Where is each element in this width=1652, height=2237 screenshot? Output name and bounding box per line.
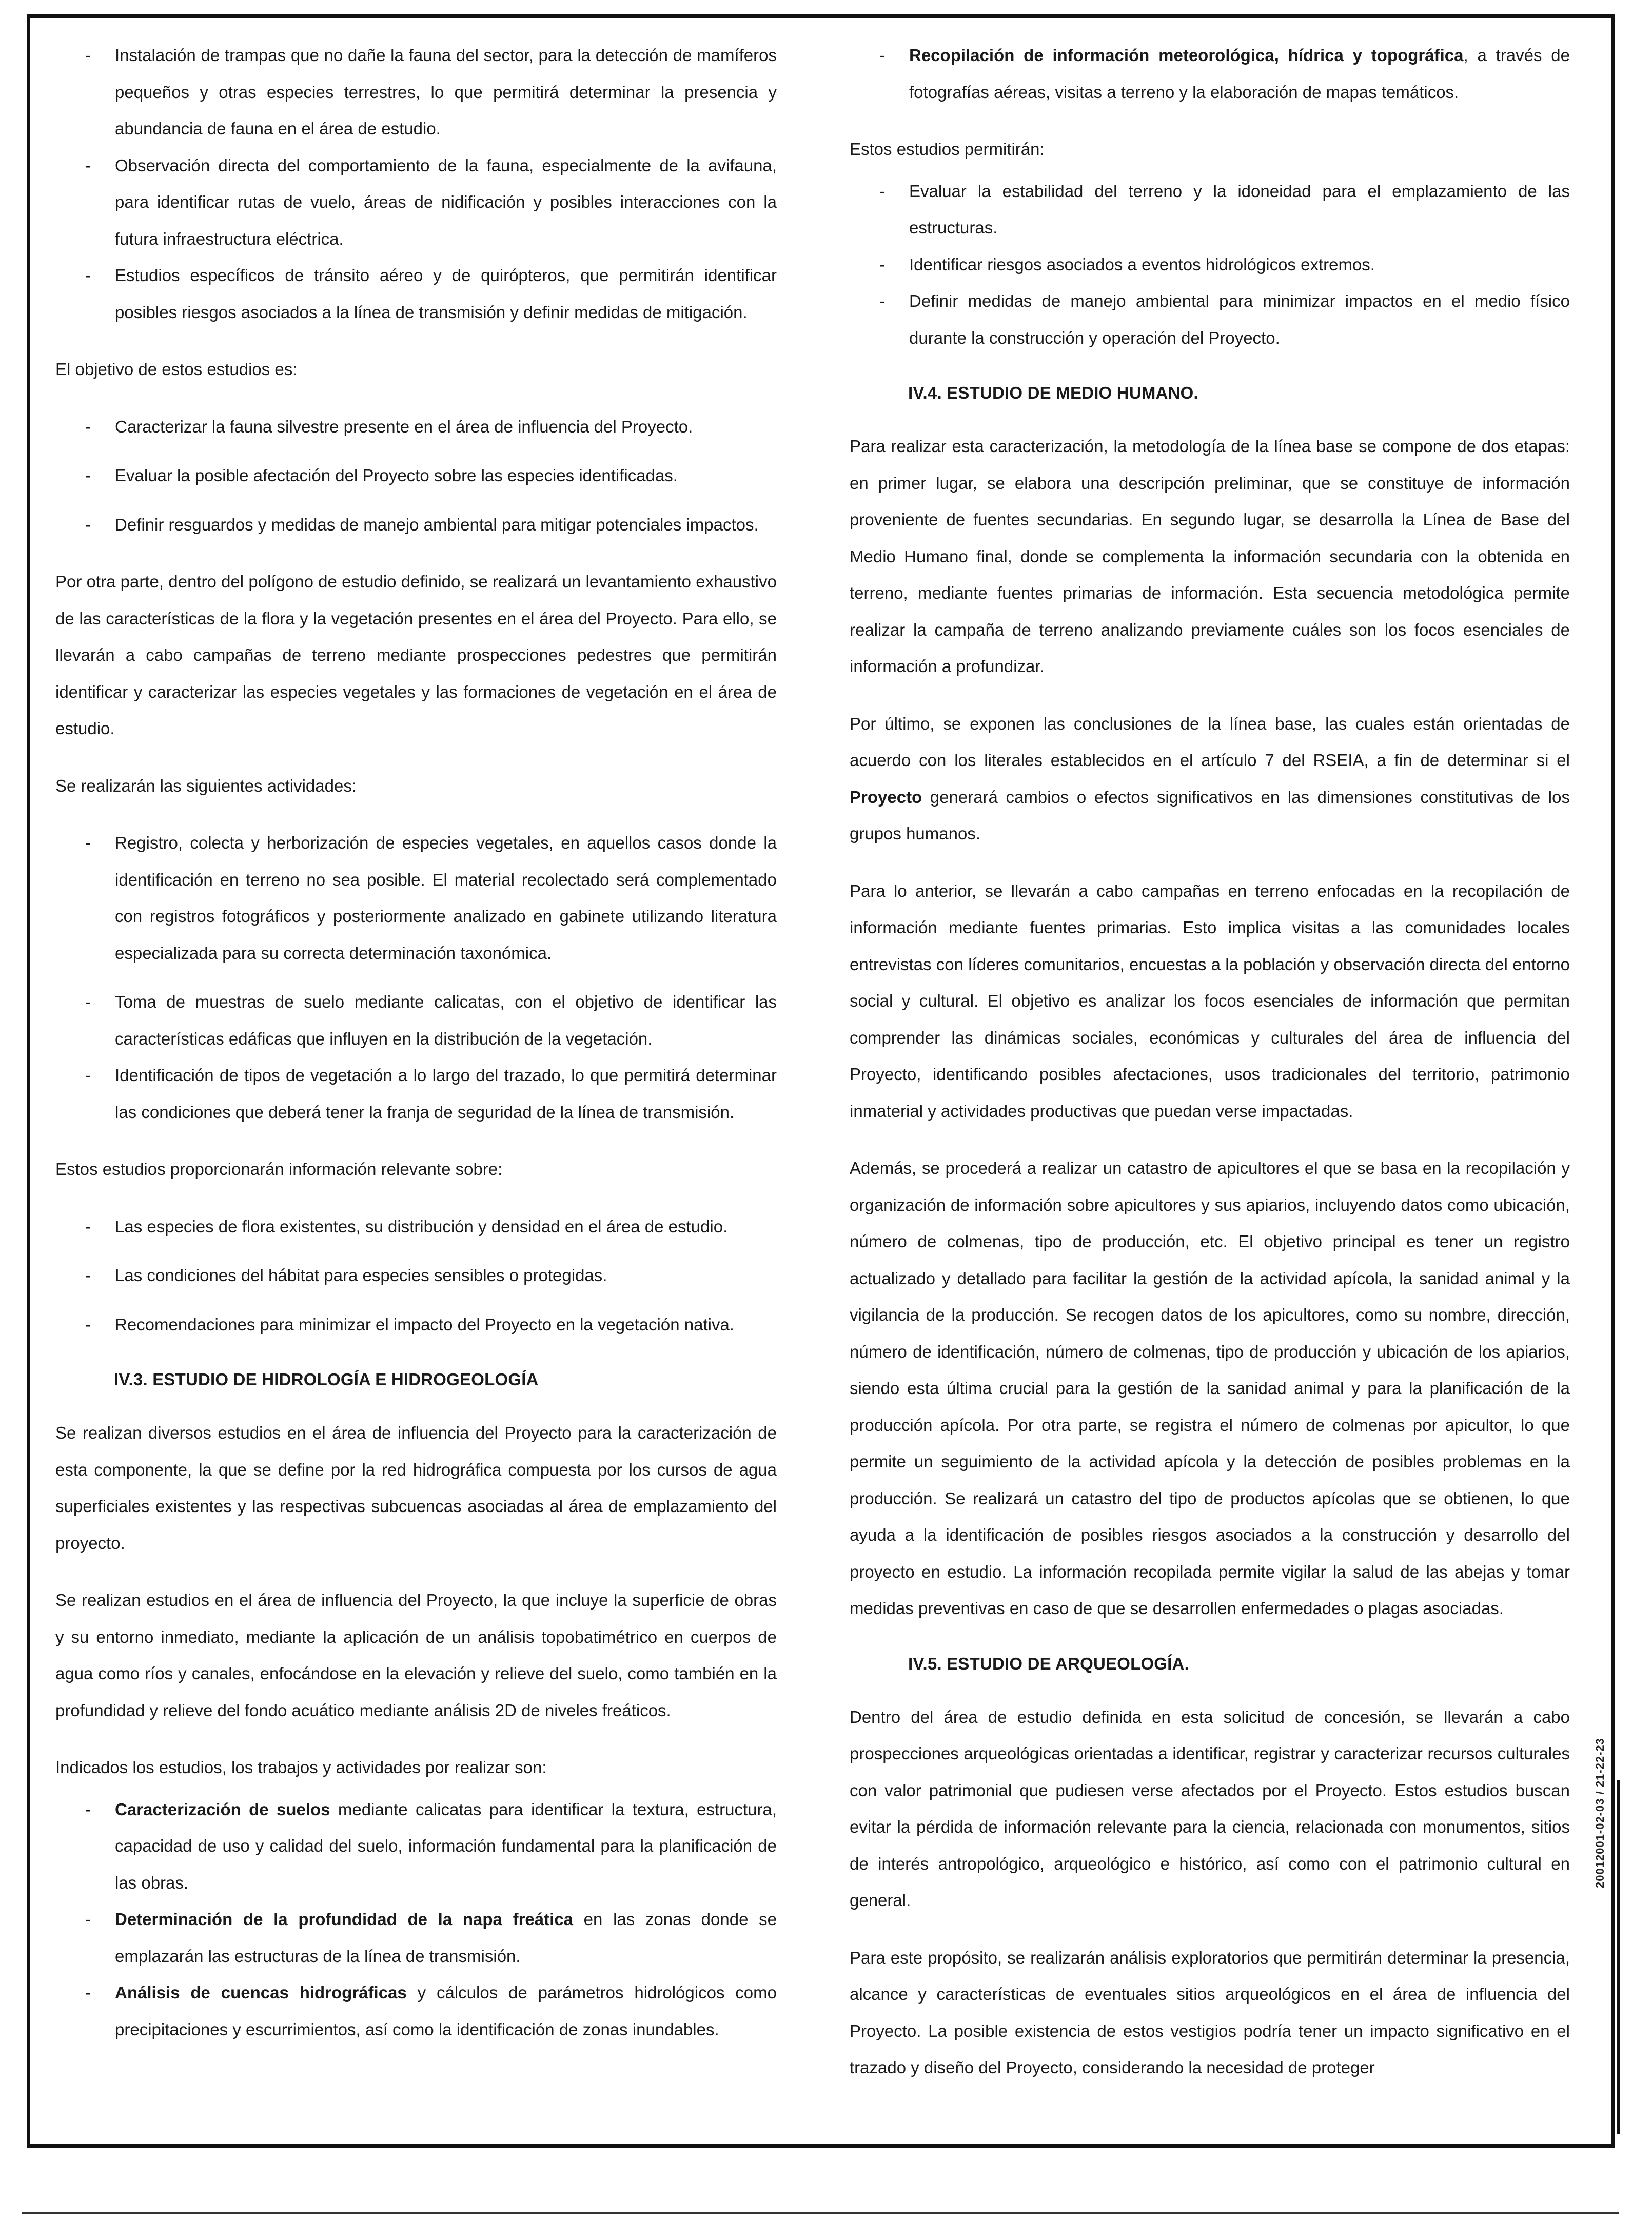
paragraph: Se realizan estudios en el área de influencia del Proyecto, la que incluye la superficie de obras y su entorno inmediato, mediante la aplicación de un análisis topobatimétrico en cuerpos de agua como ríos y canales, enfocándose en la elevación y relieve del suelo, como también en la profundidad y relieve del fondo acuático mediante análisis 2D de niveles freáticos. bbox=[55, 1591, 777, 1720]
section-heading-iv5: IV.5. ESTUDIO DE ARQUEOLOGÍA. bbox=[908, 1654, 1189, 1673]
flora-activities-list bbox=[55, 825, 777, 1130]
list-item: - Las condiciones del hábitat para especies sensibles o protegidas. bbox=[55, 1257, 777, 1294]
hydrology-tasks-list bbox=[55, 1791, 777, 2048]
paragraph: Para lo anterior, se llevarán a cabo campañas en terreno enfocadas en la recopilación de información mediante fuentes primarias. Esto implica visitas a las comunidades locales entrevistas con líderes comunitarios, encuestas a la población y observación directa del entorno social y cultural. El objetivo es analizar los focos esenciales de información que permitan comprender las dinámicas sociales, económicas y culturales del área de influencia del Proyecto, identificando posibles afectaciones, usos tradicionales del territorio, patrimonio inmaterial y actividades productivas que puedan verse impactadas. bbox=[850, 881, 1570, 1121]
item-bold-lead: Determinación de la profundidad de la napa freática bbox=[115, 1910, 573, 1929]
paragraph: Se realizarán las siguientes actividades: bbox=[55, 776, 357, 795]
item-text: en las zonas donde se emplazarán las estructuras de la línea de transmisión. bbox=[115, 1910, 777, 1966]
paragraph: El objetivo de estos estudios es: bbox=[55, 360, 298, 379]
flora-results-list bbox=[55, 1208, 777, 1343]
paragraph: Dentro del área de estudio definida en esta solicitud de concesión, se llevarán a cabo prospecciones arqueológicas orientadas a identificar, registrar y caracterizar recursos culturales con valor patrimonial que pudiesen verse afectados por el Proyecto. Estos estudios buscan evitar la pérdida de información relevante para la ciencia, relacionada con monumentos, sitios de interés antropológico, arqueológico e histórico, así como con el patrimonio cultural en general. bbox=[850, 1707, 1570, 1910]
left-column bbox=[55, 37, 777, 2068]
list-item: - Caracterizar la fauna silvestre presente en el área de influencia del Proyecto. bbox=[55, 408, 777, 445]
list-item: - Definir resguardos y medidas de manejo ambiental para mitigar potenciales impactos. bbox=[55, 506, 777, 543]
list-item: - Toma de muestras de suelo mediante calicatas, con el objetivo de identificar las características edáficas que influyen en la distribución de la vegetación. bbox=[55, 984, 777, 1057]
list-item: - Instalación de trampas que no dañe la fauna del sector, para la detección de mamíferos pequeños y otras especies terrestres, lo que permitirá determinar la presencia y abundancia de fauna en el área de estudio. bbox=[55, 37, 777, 147]
item-bold-lead: Recopilación de información meteorológica, hídrica y topográfica bbox=[909, 46, 1464, 65]
footer-rule bbox=[22, 2212, 1619, 2214]
item-text: y cálculos de parámetros hidrológicos como precipitaciones y escurrimientos, así como la identificación de zonas inundables. bbox=[115, 1983, 777, 2039]
paragraph: Se realizan diversos estudios en el área de influencia del Proyecto para la caracterización de esta componente, la que se define por la red hidrográfica compuesta por los cursos de agua superficiales existentes y las respectivas subcuencas asociadas al área de emplazamiento del proyecto. bbox=[55, 1423, 777, 1553]
list-item bbox=[55, 1974, 777, 2048]
paragraph: Estos estudios proporcionarán información relevante sobre: bbox=[55, 1160, 503, 1179]
list-item: - Evaluar la estabilidad del terreno y la idoneidad para el emplazamiento de las estructuras. bbox=[850, 173, 1570, 246]
hydrology-outcomes-list bbox=[850, 173, 1570, 357]
list-item bbox=[850, 37, 1570, 110]
list-item: - Recomendaciones para minimizar el impacto del Proyecto en la vegetación nativa. bbox=[55, 1306, 777, 1343]
list-item: - Las especies de flora existentes, su distribución y densidad en el área de estudio. bbox=[55, 1208, 777, 1245]
text-run: generará cambios o efectos significativos en las dimensiones constitutivas de los grupos humanos. bbox=[850, 787, 1570, 843]
paragraph: Además, se procederá a realizar un catastro de apicultores el que se basa en la recopilación y organización de información sobre apicultores y sus apiarios, incluyendo datos como ubicación, número de colmenas, tipo de producción, etc. El objetivo principal es tener un registro actualizado y detallado para facilitar la gestión de la actividad apícola, la sanidad animal y la vigilancia de la producción. Se recogen datos de los apicultores, como su nombre, dirección, número de identificación, número de colmenas, tipo de producción y ubicación de los apiarios, siendo esta última crucial para la gestión de la sanidad animal y para la planificación de la producción apícola. Por otra parte, se registra el número de colmenas por apicultor, lo que permite un seguimiento de la actividad apícola y la detección de posibles problemas en la producción. Se realizará un catastro del tipo de productos apícolas que se obtienen, lo que ayuda a la identificación de posibles riesgos asociados a la construcción y desarrollo del proyecto en estudio. La información recopilada permite vigilar la salud de las abejas y tomar medidas preventivas en caso de que se desarrollen enfermedades o plagas asociadas. bbox=[850, 1159, 1570, 1618]
text-run: Por último, se exponen las conclusiones de la línea base, las cuales están orientadas de acuerdo con los literales establecidos en el artículo 7 del RSEIA, a fin de determinar si el bbox=[850, 714, 1570, 770]
right-column bbox=[850, 37, 1570, 2107]
paragraph: Por otra parte, dentro del polígono de estudio definido, se realizará un levantamiento exhaustivo de las características de la flora y la vegetación presentes en el área del Proyecto. Para ello, se llevarán a cabo campañas de terreno mediante prospecciones pedestres que permitirán identificar y caracterizar las especies vegetales y las formaciones de vegetación en el área de estudio. bbox=[55, 572, 777, 738]
paragraph: Estos estudios permitirán: bbox=[850, 140, 1045, 159]
item-bold-lead: Caracterización de suelos bbox=[115, 1799, 330, 1819]
list-item: - Identificación de tipos de vegetación a lo largo del trazado, lo que permitirá determinar las condiciones que deberá tener la franja de seguridad de la línea de transmisión. bbox=[55, 1057, 777, 1130]
paragraph bbox=[850, 705, 1570, 852]
margin-bar bbox=[1617, 1780, 1620, 2134]
list-item: - Definir medidas de manejo ambiental para minimizar impactos en el medio físico durante la construcción y operación del Proyecto. bbox=[850, 283, 1570, 356]
fauna-methods-list bbox=[55, 37, 777, 330]
section-heading-iv3: IV.3. ESTUDIO DE HIDROLOGÍA E HIDROGEOLOGÍA bbox=[114, 1370, 539, 1389]
bold-term: Proyecto bbox=[850, 787, 922, 807]
list-item: - Registro, colecta y herborización de especies vegetales, en aquellos casos donde la identificación en terreno no sea posible. El material recolectado será complementado con registros fotográficos y posteriormente analizado en gabinete utilizando literatura especializada para su correcta determinación taxonómica. bbox=[55, 825, 777, 971]
item-text: , a través de fotografías aéreas, visitas a terreno y la elaboración de mapas temáticos. bbox=[909, 46, 1570, 102]
objectives-list bbox=[55, 408, 777, 543]
hydrology-tasks-list-continued bbox=[850, 37, 1570, 110]
list-item: - Identificar riesgos asociados a eventos hidrológicos extremos. bbox=[850, 246, 1570, 283]
paragraph: Para realizar esta caracterización, la metodología de la línea base se compone de dos etapas: en primer lugar, se elabora una descripción preliminar, que se constituye de información proveniente de fuentes secundarias. En segundo lugar, se desarrolla la Línea de Base del Medio Humano final, donde se complementa la información secundaria con la obtenida en terreno, mediante fuentes primarias de información. Esta secuencia metodológica permite realizar la campaña de terreno analizando previamente cuáles son los focos esenciales de información a profundizar. bbox=[850, 437, 1570, 676]
item-bold-lead: Análisis de cuencas hidrográficas bbox=[115, 1983, 407, 2002]
item-text: mediante calicatas para identificar la textura, estructura, capacidad de uso y calidad del suelo, información fundamental para la planificación de las obras. bbox=[115, 1799, 777, 1892]
list-item: - Evaluar la posible afectación del Proyecto sobre las especies identificadas. bbox=[55, 457, 777, 494]
paragraph: Indicados los estudios, los trabajos y actividades por realizar son: bbox=[55, 1758, 547, 1777]
list-item bbox=[55, 1791, 777, 1901]
list-item: - Observación directa del comportamiento de la fauna, especialmente de la avifauna, para identificar rutas de vuelo, áreas de nidificación y posibles interacciones con la futura infraestructura eléctrica. bbox=[55, 147, 777, 258]
section-heading-iv4: IV.4. ESTUDIO DE MEDIO HUMANO. bbox=[908, 383, 1198, 402]
vertical-document-code: 20012001-02-03 / 21-22-23 bbox=[1594, 1738, 1606, 1888]
paragraph: Para este propósito, se realizarán análisis exploratorios que permitirán determinar la presencia, alcance y características de eventuales sitios arqueológicos en el área de influencia del Proyecto. La posible existencia de estos vestigios podría tener un impacto significativo en el trazado y diseño del Proyecto, considerando la necesidad de proteger bbox=[850, 1948, 1570, 2077]
list-item bbox=[55, 1901, 777, 1974]
list-item: - Estudios específicos de tránsito aéreo y de quirópteros, que permitirán identificar posibles riesgos asociados a la línea de transmisión y definir medidas de mitigación. bbox=[55, 257, 777, 330]
